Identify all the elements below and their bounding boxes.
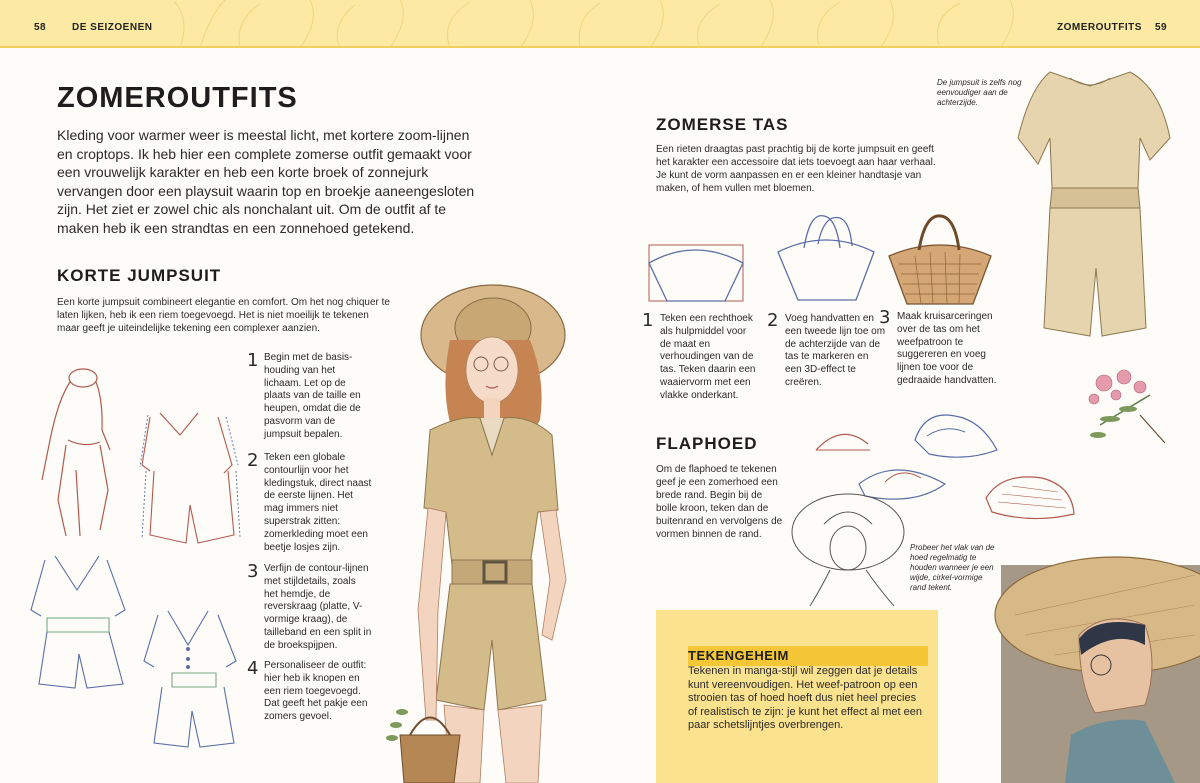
hat-sketch-1 xyxy=(812,426,877,461)
bag-step-number-2: 2 xyxy=(767,310,779,331)
bag-step-number-1: 1 xyxy=(642,310,654,331)
jumpsuit-heading: KORTE JUMPSUIT xyxy=(57,266,222,285)
step-number-2: 2 xyxy=(247,450,259,471)
step-number-3: 3 xyxy=(247,561,259,582)
step-text-4: Personaliseer de outfit: hier heb ik knopen en een riem toegevoegd. Dat geeft het pakje een zomers gevoel. xyxy=(264,660,368,723)
jumpsuit-intro: Een korte jumpsuit combineert elegantie en comfort. Om het nog chiquer te laten lijken, heb ik een riem toegevoegd. Het is niet moeilijk te tekenen maar geeft je uiteindelijke tekening een complexer aanzien. xyxy=(57,297,390,334)
step-number-4: 4 xyxy=(247,658,259,679)
flower-illustration xyxy=(1080,365,1175,465)
bag-intro: Een rieten draagtas past prachtig bij de korte jumpsuit en geeft het karakter een accessoire dat iets toevoegt aan haar verhaal. Je kunt de vorm aanpassen en er een kleiner handtasje van maken, of hem vullen met bloemen. xyxy=(656,144,936,194)
page-title: ZOMEROUTFITS xyxy=(57,82,298,114)
bag-step-text-2: Voeg handvatten en een tweede lijn toe om de achterzijde van de tas te markeren en een 3D-effect te creëren. xyxy=(785,313,886,388)
hat-intro: Om de flaphoed te tekenen geef je een zomerhoed een brede rand. Begin bij de bolle kroon, teken dan de buitenrand en vervolgens de vormen binnen de rand. xyxy=(656,464,783,540)
step-text-1: Begin met de basis-houding van het lichaam. Let op de plaats van de taille en heupen, omdat die de pasvorm van de jumpsuit bepalen. xyxy=(264,352,361,440)
jumpsuit-sketch-1 xyxy=(28,360,138,540)
back-view-caption: De jumpsuit is zelfs nog eenvoudiger aan de achterzijde. xyxy=(937,78,1022,107)
hat-girl-sketch xyxy=(790,490,905,608)
step-text-3: Verfijn de contour-lijnen met stijldetails, zoals het hemdje, de reverskraag (platte, V-vormige kraag), de tailleband en een split in de broekspijpen. xyxy=(264,563,372,651)
bag-sketch-2 xyxy=(774,212,880,304)
left-section-title: DE SEIZOENEN xyxy=(72,22,153,33)
hat-caption: Probeer het vlak van de hoed regelmatig te houden wanneer je een wijde, cirkel-vormige rand tekent. xyxy=(910,543,995,592)
jumpsuit-sketch-2 xyxy=(140,405,245,550)
bag-heading: ZOMERSE TAS xyxy=(656,115,789,134)
tip-title: TEKENGEHEIM xyxy=(688,648,789,663)
jumpsuit-sketch-4 xyxy=(138,605,248,750)
hat-heading: FLAPHOED xyxy=(656,434,758,453)
right-section-title: ZOMEROUTFITS xyxy=(1057,22,1142,33)
tip-box xyxy=(656,610,938,783)
jumpsuit-sketch-3 xyxy=(25,550,135,690)
jumpsuit-back-illustration xyxy=(1010,68,1175,368)
character-illustration xyxy=(380,280,600,783)
hat-sketch-2 xyxy=(905,410,1000,465)
hat-sketch-4 xyxy=(982,470,1077,525)
tip-text: Tekenen in manga-stijl wil zeggen dat je details kunt vereenvoudigen. Het weef-patroon op een strooien tas of hoed hoeft dus niet heel precies of realistisch te zijn: je kunt het effect al met een paar schetslijntjes overbrengen. xyxy=(688,665,922,731)
boy-with-hat-illustration xyxy=(995,555,1200,783)
step-number-1: 1 xyxy=(247,350,259,371)
bag-step-number-3: 3 xyxy=(879,307,891,328)
page-header xyxy=(0,0,1200,48)
header-leaf-pattern xyxy=(0,0,1200,48)
intro-paragraph: Kleding voor warmer weer is meestal licht, met kortere zoom-lijnen en croptops. Ik heb hier een complete zomerse outfit gemaakt voor een vrouwelijk karakter en heb een korte broek of zonnejurk vervangen door een playsuit waarin top en broekje aaneengesloten zijn. Het ziet er zowel chic als nonchalant uit. Om de outfit af te maken heb ik een strandtas en een zonnehoed getekend. xyxy=(57,127,475,236)
bag-step-text-3: Maak kruisarceringen over de tas om het weefpatroon te suggereren en voeg lijnen toe voor de gedraaide handvatten. xyxy=(897,311,997,386)
bag-sketch-3 xyxy=(885,212,995,307)
left-page-number: 58 xyxy=(34,22,47,33)
bag-step-text-1: Teken een rechthoek als hulpmiddel voor de maat en verhoudingen van de tas. Teken daarin een waaiervorm met een vlakke onderkant. xyxy=(660,313,756,401)
bag-sketch-1 xyxy=(645,243,747,305)
right-page-number: 59 xyxy=(1155,22,1168,33)
step-text-2: Teken een globale contourlijn voor het kledingstuk, direct naast de eerste lijnen. Het mag immers niet superstrak zitten: zomerkleding moet een beetje losjes zijn. xyxy=(264,452,372,553)
